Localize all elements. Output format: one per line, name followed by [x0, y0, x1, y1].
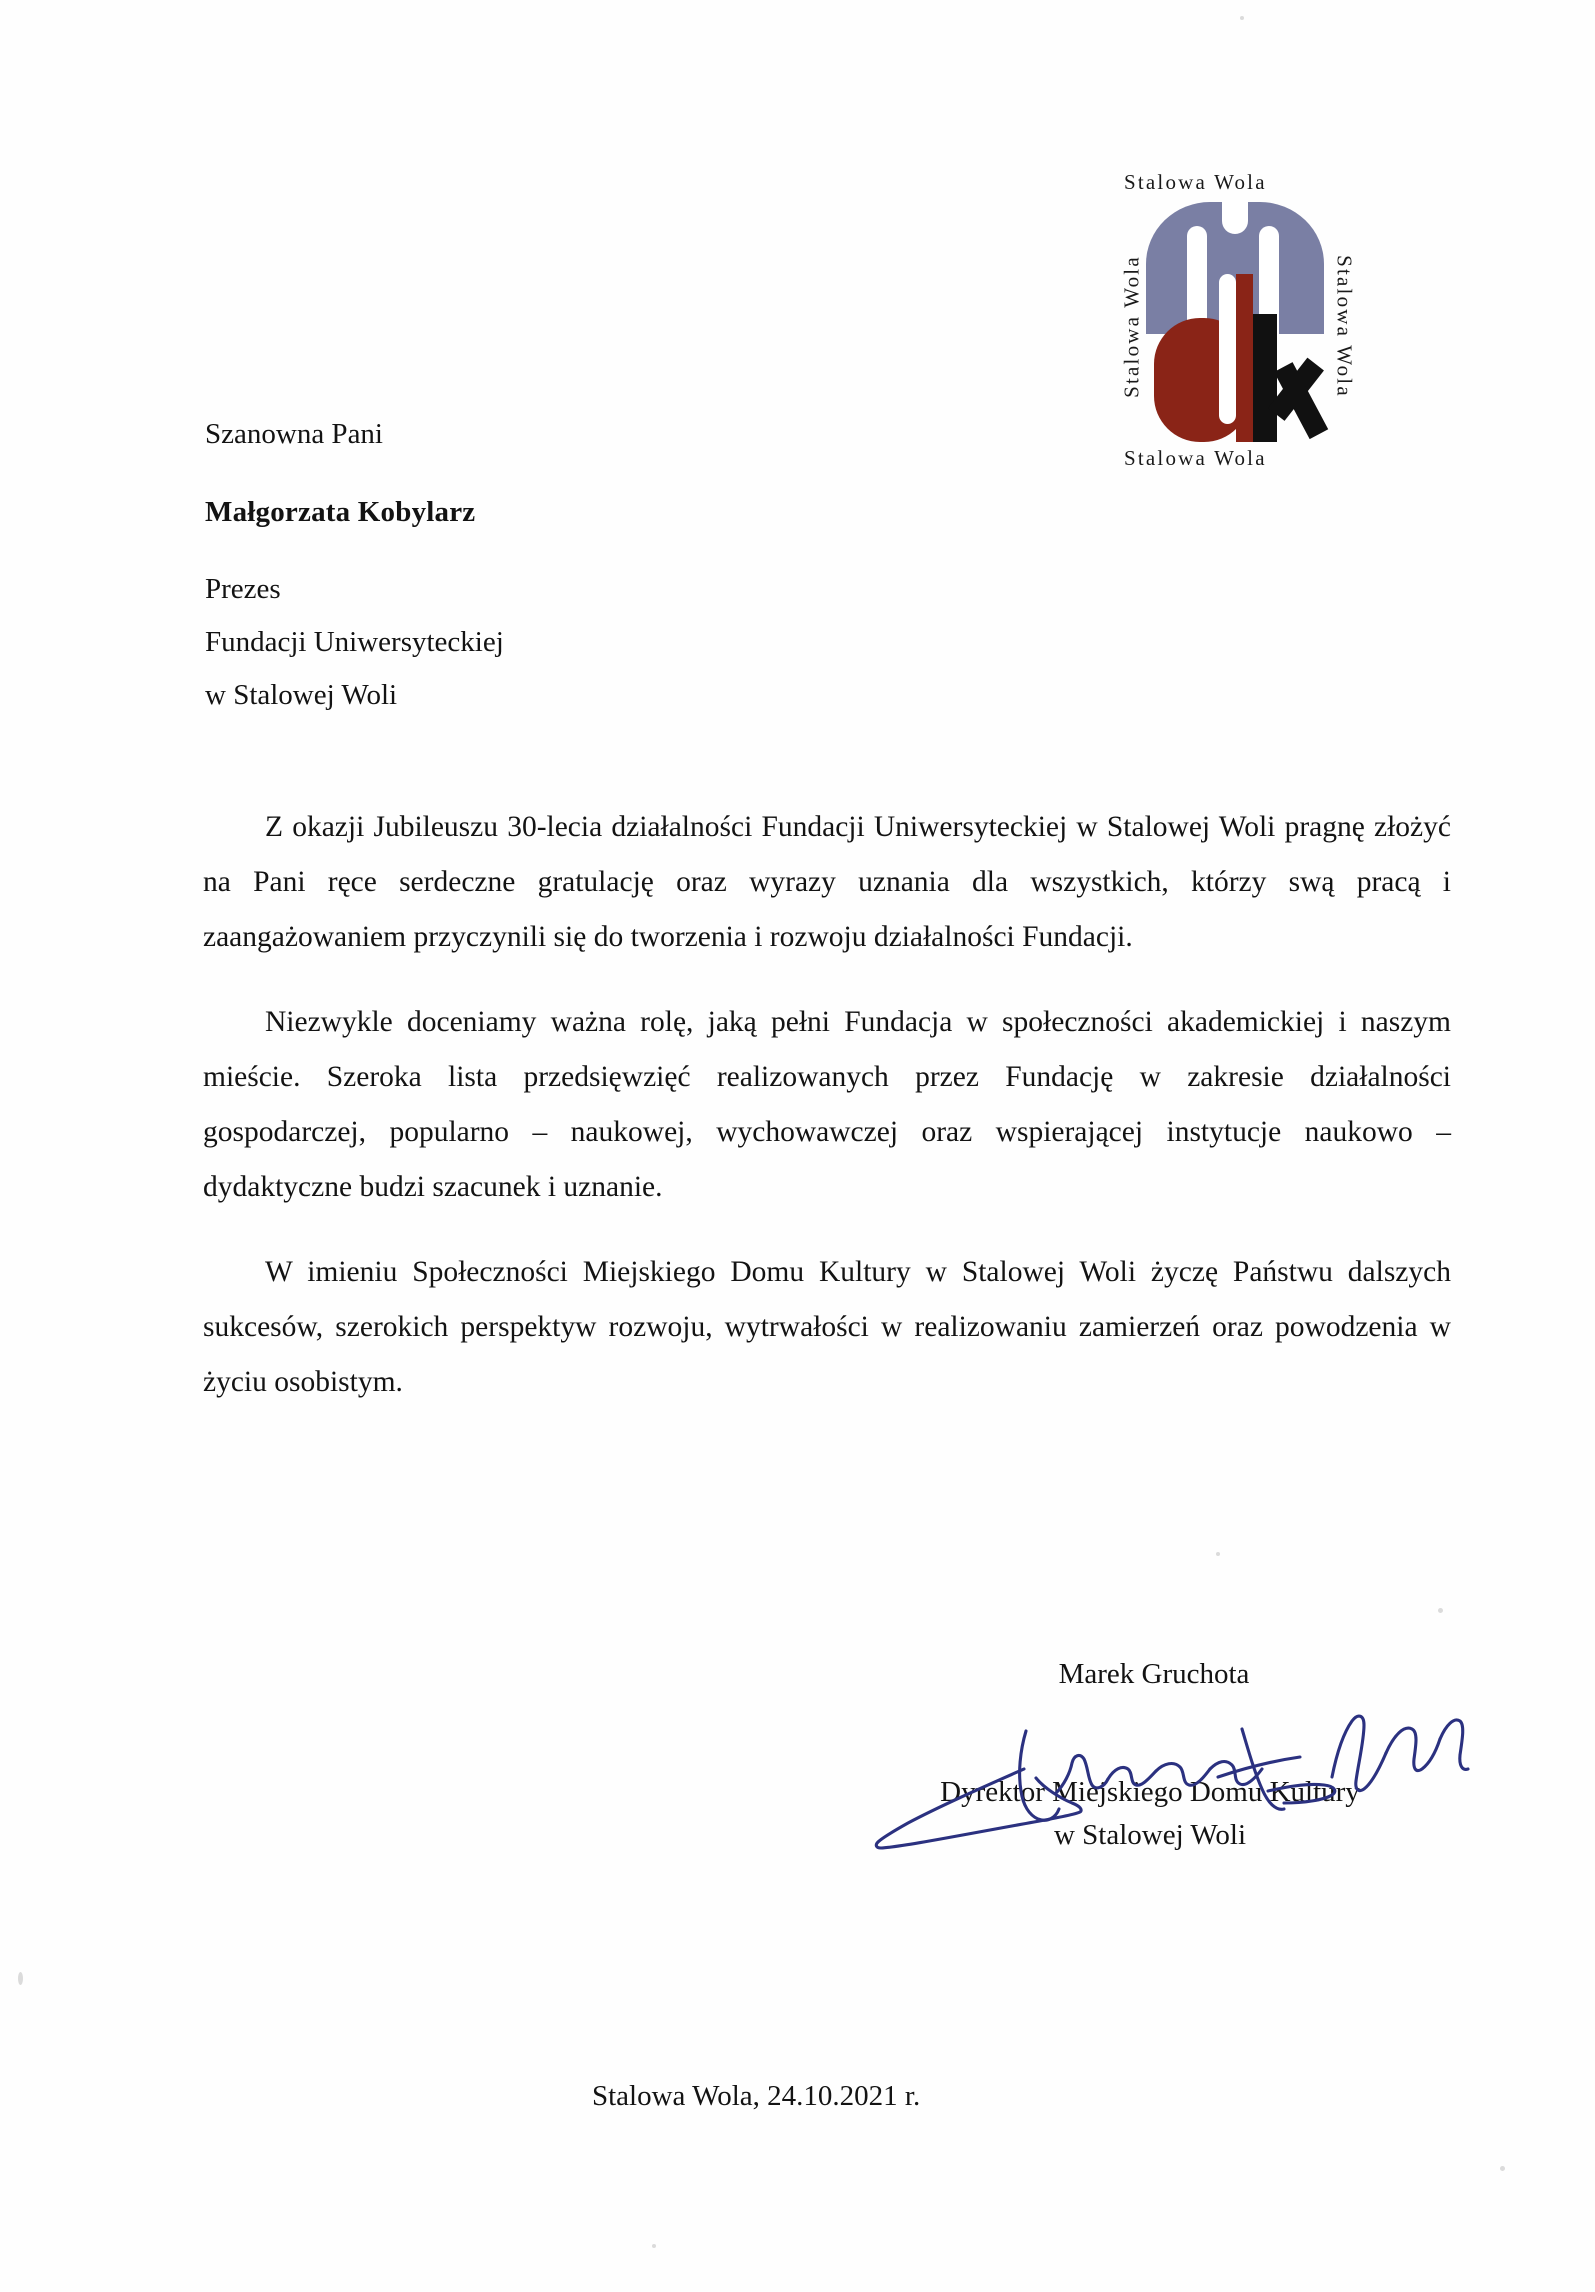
addressee-name: Małgorzata Kobylarz [205, 496, 476, 528]
place-and-date: Stalowa Wola, 24.10.2021 r. [592, 2080, 921, 2112]
scan-artifact [1500, 2166, 1505, 2171]
signature-block [830, 1655, 1470, 1857]
logo-ring-text-bottom: Stalowa Wola [1124, 446, 1267, 470]
body-paragraph-1: Z okazji Jubileuszu 30-lecia działalności Fundacji Uniwersyteckiej w Stalowej Woli pragnę złożyć na Pani ręce serdeczne gratulację oraz wyrazy uznania dla wszystkich, którzy swą pracą i zaangażowaniem przyczynili się do tworzenia i rozwoju działalności Fundacji. [203, 811, 1451, 953]
logo-letterforms [1146, 202, 1332, 442]
body-paragraph-2: Niezwykle doceniamy ważna rolę, jaką pełni Fundacja w społeczności akademickiej i naszym mieście. Szeroka lista przedsięwzięć realizowanych przez Fundację w zakresie działalności gospodarczej, popularno – naukowej, wychowawczej oraz wspierającej instytucje naukowo – dydaktyczne budzi szacunek i uznanie. [203, 1006, 1451, 1203]
scan-artifact [18, 1972, 23, 1985]
logo-letter-d-icon [1154, 318, 1250, 442]
mdk-logo [1112, 172, 1364, 470]
logo-letter-k-icon [1250, 314, 1334, 442]
addressee-role: Prezes [205, 573, 281, 605]
logo-ring-text-top: Stalowa Wola [1124, 170, 1267, 194]
logo-ring-text-right: Stalowa Wola [1332, 255, 1357, 398]
signatory-name: Marek Gruchota [1058, 1658, 1250, 1690]
addressee-salutation: Szanowna Pani [205, 418, 383, 450]
logo-ring-text-left: Stalowa Wola [1119, 255, 1144, 398]
signatory-title-line-1: Dyrektor Miejskiego Domu Kultury [940, 1776, 1360, 1808]
signature-spacer [830, 1693, 1470, 1771]
scan-artifact [1216, 1552, 1220, 1556]
addressee-location: w Stalowej Woli [205, 679, 398, 711]
letter-body [203, 800, 1451, 1410]
scan-artifact [652, 2244, 656, 2248]
signatory-title-line-2: w Stalowej Woli [1053, 1819, 1247, 1851]
scan-artifact [1240, 16, 1244, 20]
body-paragraph-3: W imieniu Społeczności Miejskiego Domu Kultury w Stalowej Woli życzę Państwu dalszych sukcesów, szerokich perspektyw rozwoju, wytrwałości w realizowaniu zamierzeń oraz powodzenia w życiu osobistym. [203, 1256, 1451, 1398]
addressee-organization: Fundacji Uniwersyteckiej [205, 626, 504, 658]
addressee-block [205, 408, 845, 722]
scan-artifact [1438, 1608, 1443, 1613]
